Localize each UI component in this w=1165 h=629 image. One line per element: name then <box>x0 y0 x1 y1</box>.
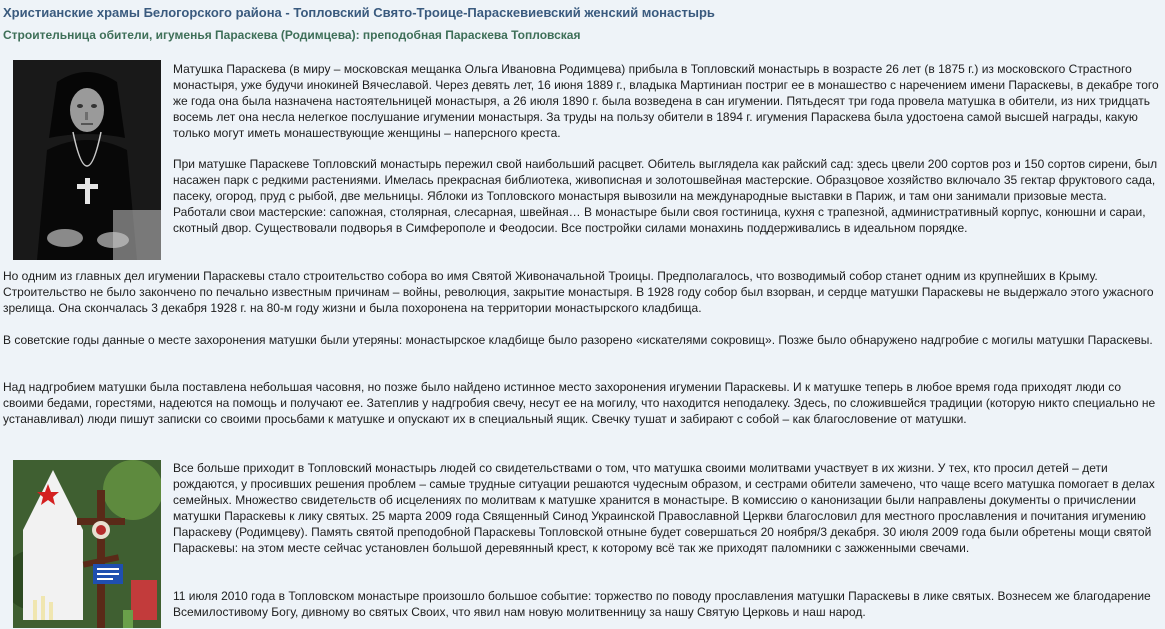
portrait-photo <box>13 60 161 260</box>
paragraph-6: Все больше приходит в Топловский монастырь людей со свидетельствами о том, что матушка своими молитвами участвует в их жизни. У тех, кто просил детей – дети рождаются, у просивших решения проблем – самые трудные ситуации решаются чудесным образом, и сестрами обители замечено, что чаще всего матушка помогает в делах семейных. Множество свидетельств об исцелениях по молитвам к матушке хранится в монастыре. В комиссию о канонизации были направлены документы о причислении матушки Параскевы к лику святых. 25 марта 2009 года Священный Синод Украинской Православной Церкви благословил для местного прославления и почитания игумению Параскеву (Родимцеву). Память святой преподобной Параскевы Топловской отныне будет совершаться 20 ноября/3 декабря. 30 июля 2009 года были обретены мощи святой Параскевы: на этом месте сейчас установлен большой деревянный крест, к которому всё так же приходят паломники с зажженными свечами. <box>173 461 1155 555</box>
paragraph-5: Над надгробием матушки была поставлена небольшая часовня, но позже было найдено истинное место захоронения игумении Параскевы. И к матушке теперь в любое время года приходят люди со своими бедами, горестями, надеются на помощь и получают ее. Затеплив у надгробия свечу, несут ее на могилу, что находится неподалеку. Здесь, по сложившейся традиции (которую никто специально не устанавливал) люди пишут записки со своими просьбами к матушке и опускают их в специальный ящик. Свечку тушат и забирают с собой – как благословение от матушки. <box>3 380 1156 426</box>
grave-image <box>13 460 161 628</box>
page-subtitle: Строительница обители, игуменья Параскева (Родимцева): преподобная Параскева Топловская <box>3 28 581 42</box>
portrait-image <box>13 60 161 260</box>
paragraph-2: При матушке Параскеве Топловский монастырь пережил свой наибольший расцвет. Обитель выглядела как райский сад: здесь цвели 200 сортов роз и 150 сортов сирени, был насажен парк с редкими растениями. Имелась прекрасная библиотека, живописная и золотошвейная мастерские. Образцовое хозяйство включало 35 гектар фруктового сада, пасеку, огород, пруд с рыбой, две мельницы. Яблоки из Топловского монастыря вывозили на международные выставки в Париж, и там они занимали призовые места. Работали свои мастерские: сапожная, столярная, слесарная, швейная… В монастыре были своя гостиница, кухня с трапезной, административный корпус, конюшни и сараи, скотный двор. Существовали подворья в Симферополе и Феодосии. Все постройки силами монахинь поддерживались в идеальном порядке. <box>173 157 1158 235</box>
grave-cross-photo <box>13 460 161 628</box>
paragraph-7: 11 июля 2010 года в Топловском монастыре произошло большое событие: торжество по поводу прославления матушки Параскевы в лике святых. Вознесем же благодарение Всемилостивому Богу, дивному во святых Своих, что явил нам новую молитвенницу за нашу Святую Церковь и наш народ. <box>173 589 1151 619</box>
paragraph-1: Матушка Параскева (в миру – московская мещанка Ольга Ивановна Родимцева) прибыла в Топловский монастырь в возрасте 26 лет (в 1875 г.) из московского Страстного монастыря, уже будучи инокиней Вячеславой. Через девять лет, 16 июня 1889 г., владыка Мартиниан постриг ее в монашество с наречением имени Параскевы, в декабре того же года она была назначена настоятельницей монастыря, а 26 июля 1890 г. была возведена в сан игумении. Пятьдесят три года провела матушка в обители, из них тридцать восемь лет она несла нелегкое послушание игумении монастыря. За труды на пользу обители в 1894 г. игумения Параскева была удостоена самой высшей награды, какую только могут иметь монашествующие женщины – наперсного креста. <box>173 62 1159 140</box>
paragraph-4: В советские годы данные о месте захоронения матушки были утеряны: монастырское кладбище было разорено «искателями сокровищ». Позже было обнаружено надгробие с могилы матушки Параскевы. <box>3 333 1153 347</box>
page-title: Христианские храмы Белогорского района - Топловский Свято-Троице-Параскевиевский женский монастырь <box>3 5 715 20</box>
paragraph-3: Но одним из главных дел игумении Параскевы стало строительство собора во имя Святой Живоначальной Троицы. Предполагалось, что возводимый собор станет одним из крупнейших в Крыму. Строительство не было закончено по печально известным причинам – войны, революция, закрытие монастыря. В 1928 году собор был взорван, и сердце матушки Параскевы не выдержало этого ужасного зрелища. Она скончалась 3 декабря 1928 г. на 80-м году жизни и была похоронена на территории монастырского кладбища. <box>3 269 1154 315</box>
